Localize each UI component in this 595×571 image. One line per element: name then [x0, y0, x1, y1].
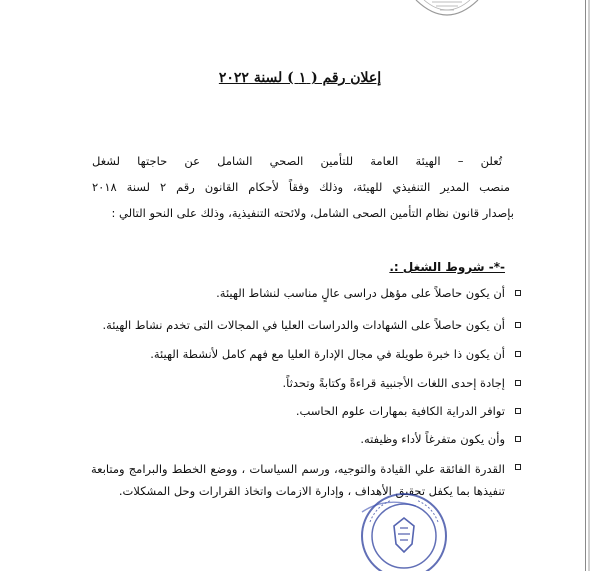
list-item	[91, 458, 521, 502]
square-bullet-icon	[515, 436, 521, 442]
intro-line-2: منصب المدير التنفيذي للهيئة، وذلك وفقاً لأحكام القانون رقم ٢ لسنة ٢٠١٨	[92, 180, 510, 194]
requirement-text: توافر الدراية الكافية بمهارات علوم الحاسب.	[295, 404, 505, 418]
list-item	[91, 374, 521, 392]
letterhead-emblem	[412, 0, 482, 22]
announcement-title: إعلان رقم ( ١ ) لسنة ٢٠٢٢	[218, 70, 382, 86]
requirement-text: أن يكون ذا خبرة طويلة في مجال الإدارة العليا مع فهم كامل لأنشطة الهيئة.	[150, 347, 505, 361]
list-item	[91, 316, 521, 334]
page-edge-shadow	[588, 0, 590, 571]
intro-line-3: بإصدار قانون نظام التأمين الصحى الشامل، ولائحته التنفيذية، وذلك على النحو التالي :	[111, 206, 514, 220]
requirement-text: إجادة إحدى اللغات الأجنبية قراءةً وكتابةً وتحدثاً.	[282, 376, 505, 390]
requirement-text: أن يكون حاصلاً على مؤهل دراسى عالٍ مناسب لنشاط الهيئة.	[216, 286, 505, 300]
square-bullet-icon	[515, 408, 521, 414]
list-item	[91, 402, 521, 420]
square-bullet-icon	[515, 322, 521, 328]
list-item	[91, 430, 521, 448]
page-edge-line	[585, 0, 586, 571]
square-bullet-icon	[515, 290, 521, 296]
square-bullet-icon	[515, 351, 521, 357]
section-heading: -*- شروط الشغل :.	[389, 260, 505, 274]
requirement-text: وأن يكون متفرغاً لأداء وظيفته.	[360, 432, 505, 446]
square-bullet-icon	[515, 464, 521, 470]
list-item	[91, 345, 521, 363]
intro-line-1: تُعلن – الهيئة العامة للتأمين الصحي الشامل عن حاجتها لشغل	[92, 154, 502, 168]
requirement-text: أن يكون حاصلاً على الشهادات والدراسات العليا في المجالات التى تخدم نشاط الهيئة.	[102, 318, 505, 332]
requirements-list	[91, 284, 521, 502]
requirement-text: القدرة الفائقة علي القيادة والتوجيه، ورسم السياسات ، ووضع الخطط والبرامج ومتابعة تنفيذها بما يكفل تحقيق الأهداف ، وإدارة الازمات واتخاذ القرارات وحل المشكلات.	[91, 462, 505, 498]
list-item	[91, 284, 521, 302]
official-stamp-icon	[356, 492, 452, 571]
square-bullet-icon	[515, 380, 521, 386]
